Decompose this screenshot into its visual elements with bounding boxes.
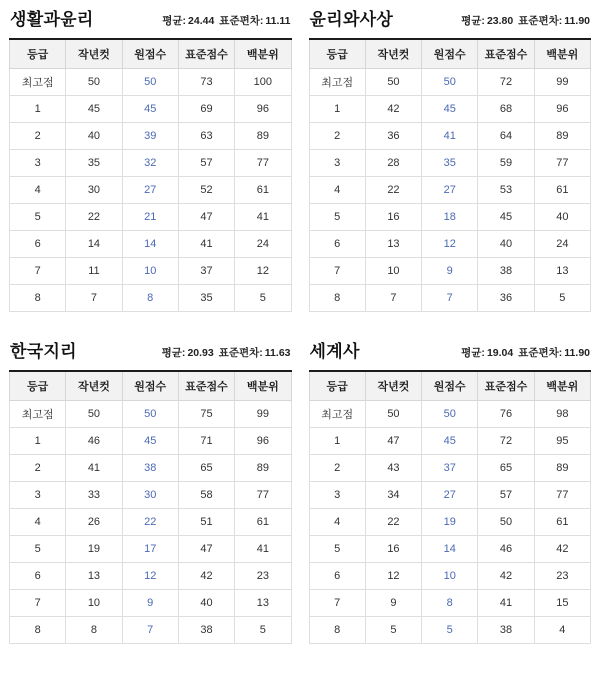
score-cell: 41 [422, 122, 478, 149]
score-cell: 10 [66, 589, 122, 616]
score-cell: 23 [534, 562, 590, 589]
score-cell: 68 [478, 95, 534, 122]
score-cell: 40 [478, 230, 534, 257]
score-cell: 72 [478, 68, 534, 95]
grade-cell: 6 [10, 562, 66, 589]
subject-panel-world-history [309, 340, 592, 644]
score-cell: 40 [178, 589, 234, 616]
grade-cell: 1 [309, 95, 365, 122]
score-cell: 50 [122, 400, 178, 427]
table-row [10, 535, 292, 562]
grade-cell: 8 [10, 284, 66, 311]
grade-cell: 5 [10, 203, 66, 230]
score-cell: 10 [422, 562, 478, 589]
score-cell: 11 [66, 257, 122, 284]
score-cell: 8 [122, 284, 178, 311]
score-cell: 42 [534, 535, 590, 562]
score-cell: 96 [235, 427, 291, 454]
column-header-raw-score: 원점수 [422, 39, 478, 68]
score-cell: 50 [365, 68, 421, 95]
sd-label: 표준편차: [518, 15, 563, 28]
grade-cell: 5 [309, 535, 365, 562]
table-row [309, 616, 591, 643]
score-cell: 38 [478, 257, 534, 284]
table-header-row [10, 39, 292, 68]
score-cell: 77 [235, 149, 291, 176]
score-cell: 46 [478, 535, 534, 562]
score-cell: 45 [478, 203, 534, 230]
grade-cell: 2 [10, 122, 66, 149]
sd-value: 11.90 [564, 347, 590, 360]
column-header-lastyear-cut: 작년컷 [365, 39, 421, 68]
score-cell: 13 [235, 589, 291, 616]
table-row [10, 95, 292, 122]
column-header-raw-score: 원점수 [122, 39, 178, 68]
table-row [10, 122, 292, 149]
score-cell: 61 [235, 508, 291, 535]
grade-cell: 5 [10, 535, 66, 562]
table-row [309, 481, 591, 508]
score-cell: 12 [235, 257, 291, 284]
subject-panel-korean-geography [9, 340, 292, 644]
score-cell: 77 [534, 481, 590, 508]
table-row [309, 257, 591, 284]
column-header-grade: 등급 [309, 371, 365, 400]
score-cell: 89 [534, 122, 590, 149]
grade-cell: 7 [10, 257, 66, 284]
score-cell: 14 [66, 230, 122, 257]
score-cell: 35 [66, 149, 122, 176]
column-header-grade: 등급 [309, 39, 365, 68]
column-header-grade: 등급 [10, 371, 66, 400]
score-cell: 35 [422, 149, 478, 176]
grade-cell: 2 [10, 454, 66, 481]
score-cell: 14 [422, 535, 478, 562]
score-cell: 22 [365, 508, 421, 535]
score-cell: 61 [534, 508, 590, 535]
score-cell: 61 [534, 176, 590, 203]
score-cell: 12 [365, 562, 421, 589]
score-cell: 36 [478, 284, 534, 311]
score-cell: 100 [235, 68, 291, 95]
score-cell: 42 [178, 562, 234, 589]
grade-cell: 4 [10, 176, 66, 203]
table-row [10, 203, 292, 230]
score-cell: 99 [534, 68, 590, 95]
score-cell: 47 [178, 535, 234, 562]
grade-cell: 7 [10, 589, 66, 616]
score-cell: 7 [365, 284, 421, 311]
grade-cell: 최고점 [309, 68, 365, 95]
grade-cut-table [9, 38, 292, 312]
column-header-lastyear-cut: 작년컷 [66, 39, 122, 68]
score-cell: 42 [365, 95, 421, 122]
grade-cell: 3 [309, 149, 365, 176]
score-cell: 38 [178, 616, 234, 643]
score-cell: 52 [178, 176, 234, 203]
score-cell: 75 [178, 400, 234, 427]
score-cell: 9 [365, 589, 421, 616]
grade-cell: 8 [10, 616, 66, 643]
grade-cut-table [309, 370, 592, 644]
table-row [309, 562, 591, 589]
grade-cut-table [9, 370, 292, 644]
score-cell: 50 [478, 508, 534, 535]
subject-stats [162, 13, 290, 30]
table-row [10, 427, 292, 454]
table-row [309, 149, 591, 176]
mean-label: 평균: [162, 15, 187, 28]
score-cell: 14 [122, 230, 178, 257]
table-row [309, 203, 591, 230]
score-cell: 50 [422, 400, 478, 427]
score-cell: 27 [422, 176, 478, 203]
mean-label: 평균: [461, 347, 485, 360]
score-cell: 30 [122, 481, 178, 508]
score-cell: 22 [122, 508, 178, 535]
score-cell: 37 [178, 257, 234, 284]
score-cell: 65 [478, 454, 534, 481]
sd-label: 표준편차: [218, 347, 263, 360]
sd-value: 11.90 [564, 15, 590, 28]
table-header-row [309, 371, 591, 400]
score-cell: 99 [235, 400, 291, 427]
score-cell: 45 [422, 427, 478, 454]
subject-title: 세계사 [309, 341, 360, 361]
score-cell: 5 [365, 616, 421, 643]
table-row [10, 257, 292, 284]
score-cell: 5 [235, 616, 291, 643]
column-header-lastyear-cut: 작년컷 [66, 371, 122, 400]
grade-cell: 8 [309, 616, 365, 643]
sd-label: 표준편차: [219, 15, 264, 28]
score-cell: 13 [66, 562, 122, 589]
score-cell: 35 [178, 284, 234, 311]
panel-head [309, 8, 592, 30]
score-cell: 47 [178, 203, 234, 230]
column-header-standard-score: 표준점수 [478, 39, 534, 68]
column-header-percentile: 백분위 [235, 39, 291, 68]
score-cell: 45 [122, 427, 178, 454]
score-cell: 50 [66, 400, 122, 427]
score-cell: 37 [422, 454, 478, 481]
score-cell: 8 [66, 616, 122, 643]
table-row [309, 284, 591, 311]
column-header-percentile: 백분위 [235, 371, 291, 400]
column-header-percentile: 백분위 [534, 39, 590, 68]
score-cell: 41 [66, 454, 122, 481]
score-cell: 7 [122, 616, 178, 643]
score-cell: 50 [122, 68, 178, 95]
score-cell: 45 [122, 95, 178, 122]
score-cell: 89 [235, 454, 291, 481]
table-row [10, 230, 292, 257]
score-cell: 41 [235, 535, 291, 562]
score-cell: 77 [534, 149, 590, 176]
column-header-standard-score: 표준점수 [478, 371, 534, 400]
score-cell: 39 [122, 122, 178, 149]
score-cell: 7 [66, 284, 122, 311]
score-cell: 16 [365, 203, 421, 230]
score-cell: 41 [235, 203, 291, 230]
score-cell: 9 [422, 257, 478, 284]
panel-head [309, 340, 592, 362]
score-cell: 50 [365, 400, 421, 427]
score-cell: 38 [122, 454, 178, 481]
table-row [10, 149, 292, 176]
table-row [10, 454, 292, 481]
table-row [309, 589, 591, 616]
score-cell: 40 [534, 203, 590, 230]
score-cell: 89 [235, 122, 291, 149]
table-row [10, 481, 292, 508]
score-cell: 21 [122, 203, 178, 230]
table-row [309, 400, 591, 427]
score-cell: 5 [235, 284, 291, 311]
score-cell: 7 [422, 284, 478, 311]
score-cell: 73 [178, 68, 234, 95]
table-row [309, 427, 591, 454]
subject-panel-ethics-thought [309, 8, 592, 312]
column-header-grade: 등급 [10, 39, 66, 68]
column-header-raw-score: 원점수 [122, 371, 178, 400]
score-cell: 43 [365, 454, 421, 481]
mean-value: 20.93 [187, 347, 214, 360]
score-cell: 40 [66, 122, 122, 149]
score-cell: 96 [534, 95, 590, 122]
grade-cell: 6 [10, 230, 66, 257]
score-cell: 45 [66, 95, 122, 122]
score-cell: 5 [422, 616, 478, 643]
grade-cell: 3 [10, 481, 66, 508]
table-row [10, 284, 292, 311]
grade-cell: 3 [309, 481, 365, 508]
score-cell: 64 [478, 122, 534, 149]
score-cell: 9 [122, 589, 178, 616]
column-header-percentile: 백분위 [534, 371, 590, 400]
grade-cell: 7 [309, 257, 365, 284]
table-row [309, 535, 591, 562]
grade-cell: 최고점 [309, 400, 365, 427]
score-cell: 71 [178, 427, 234, 454]
grade-cell: 4 [10, 508, 66, 535]
subject-stats [461, 345, 590, 362]
table-row [309, 68, 591, 95]
table-row [10, 508, 292, 535]
subject-title: 윤리와사상 [309, 10, 394, 29]
score-cell: 30 [66, 176, 122, 203]
score-cell: 24 [235, 230, 291, 257]
sd-label: 표준편차: [518, 347, 563, 360]
score-cell: 45 [422, 95, 478, 122]
score-cell: 50 [422, 68, 478, 95]
table-row [10, 589, 292, 616]
score-cell: 58 [178, 481, 234, 508]
score-cell: 33 [66, 481, 122, 508]
score-cell: 18 [422, 203, 478, 230]
score-cell: 26 [66, 508, 122, 535]
score-cell: 32 [122, 149, 178, 176]
table-header-row [309, 39, 591, 68]
grade-cell: 6 [309, 230, 365, 257]
score-cell: 27 [122, 176, 178, 203]
grade-cell: 4 [309, 176, 365, 203]
grade-cell: 8 [309, 284, 365, 311]
score-cell: 16 [365, 535, 421, 562]
column-header-standard-score: 표준점수 [178, 371, 234, 400]
table-row [309, 508, 591, 535]
score-cell: 41 [178, 230, 234, 257]
score-cell: 72 [478, 427, 534, 454]
subject-stats [162, 345, 291, 362]
mean-label: 평균: [161, 347, 186, 360]
sd-value: 11.63 [264, 347, 291, 360]
subject-title: 한국지리 [10, 341, 77, 361]
grade-cell: 6 [309, 562, 365, 589]
score-cell: 13 [365, 230, 421, 257]
score-cell: 5 [534, 284, 590, 311]
score-cell: 12 [122, 562, 178, 589]
table-row [10, 562, 292, 589]
score-cell: 13 [534, 257, 590, 284]
score-cell: 36 [365, 122, 421, 149]
score-cell: 8 [422, 589, 478, 616]
subject-panel-life-ethics [9, 8, 292, 312]
grade-cell: 최고점 [10, 68, 66, 95]
score-cell: 51 [178, 508, 234, 535]
table-row [10, 176, 292, 203]
grade-cell: 1 [309, 427, 365, 454]
score-cell: 10 [122, 257, 178, 284]
grade-cell: 1 [10, 427, 66, 454]
mean-value: 23.80 [486, 15, 514, 28]
score-cell: 12 [422, 230, 478, 257]
score-cell: 42 [478, 562, 534, 589]
score-cell: 22 [365, 176, 421, 203]
grade-cell: 2 [309, 122, 365, 149]
column-header-standard-score: 표준점수 [178, 39, 234, 68]
grade-cell: 1 [10, 95, 66, 122]
column-header-lastyear-cut: 작년컷 [365, 371, 421, 400]
grade-cell: 5 [309, 203, 365, 230]
score-cell: 57 [478, 481, 534, 508]
grade-cut-table [309, 38, 592, 312]
grade-cell: 3 [10, 149, 66, 176]
sd-value: 11.11 [265, 15, 291, 28]
table-row [10, 400, 292, 427]
score-cell: 10 [365, 257, 421, 284]
score-cell: 17 [122, 535, 178, 562]
score-cell: 77 [235, 481, 291, 508]
grade-cell: 최고점 [10, 400, 66, 427]
table-row [309, 176, 591, 203]
mean-label: 평균: [461, 15, 485, 28]
table-header-row [10, 371, 292, 400]
score-cell: 23 [235, 562, 291, 589]
table-row [309, 95, 591, 122]
table-row [10, 68, 292, 95]
table-row [10, 616, 292, 643]
score-cell: 98 [534, 400, 590, 427]
score-cell: 19 [422, 508, 478, 535]
score-cell: 34 [365, 481, 421, 508]
table-row [309, 122, 591, 149]
score-cell: 69 [178, 95, 234, 122]
score-cell: 76 [478, 400, 534, 427]
score-cell: 63 [178, 122, 234, 149]
score-cell: 57 [178, 149, 234, 176]
score-cell: 89 [534, 454, 590, 481]
column-header-raw-score: 원점수 [422, 371, 478, 400]
score-cell: 19 [66, 535, 122, 562]
score-cell: 61 [235, 176, 291, 203]
score-cell: 50 [66, 68, 122, 95]
score-cell: 59 [478, 149, 534, 176]
grade-cell: 4 [309, 508, 365, 535]
score-cell: 4 [534, 616, 590, 643]
panel-head [9, 340, 292, 362]
score-cell: 22 [66, 203, 122, 230]
table-row [309, 454, 591, 481]
panel-head [9, 8, 292, 30]
grade-cell: 2 [309, 454, 365, 481]
score-cell: 38 [478, 616, 534, 643]
table-row [309, 230, 591, 257]
grade-cell: 7 [309, 589, 365, 616]
subject-stats [461, 13, 590, 30]
score-cell: 53 [478, 176, 534, 203]
subject-title: 생활과윤리 [10, 10, 94, 29]
score-cell: 28 [365, 149, 421, 176]
score-cell: 24 [534, 230, 590, 257]
score-cell: 95 [534, 427, 590, 454]
mean-value: 24.44 [188, 15, 215, 28]
score-cell: 65 [178, 454, 234, 481]
score-cell: 96 [235, 95, 291, 122]
score-cell: 27 [422, 481, 478, 508]
score-cell: 46 [66, 427, 122, 454]
score-cell: 41 [478, 589, 534, 616]
score-cell: 15 [534, 589, 590, 616]
score-cell: 47 [365, 427, 421, 454]
mean-value: 19.04 [486, 347, 514, 360]
